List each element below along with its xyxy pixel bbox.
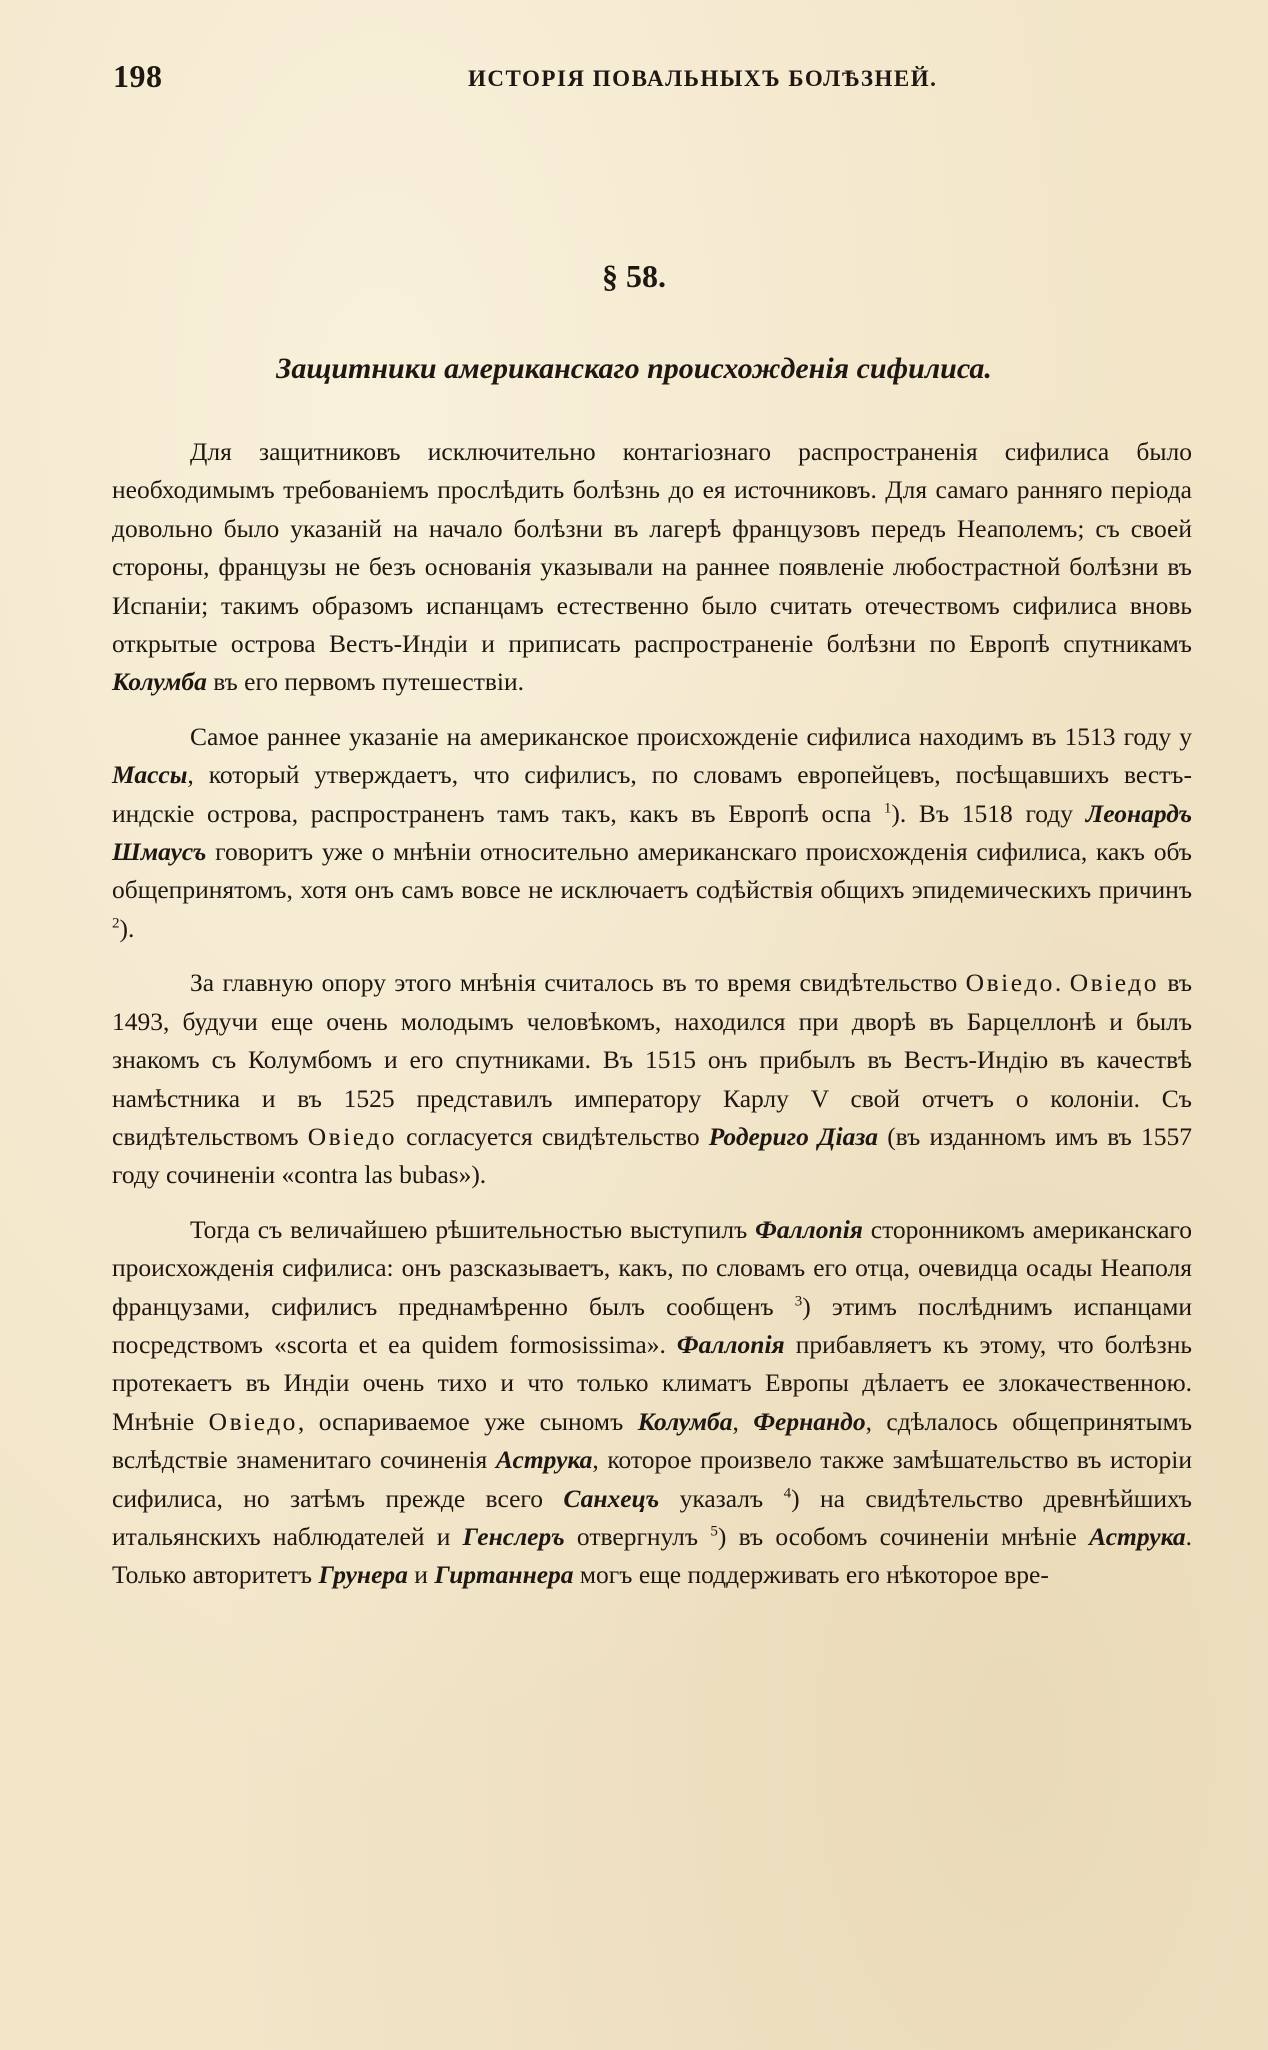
person-name: Аструка	[1089, 1521, 1186, 1551]
person-name: Генслеръ	[462, 1521, 565, 1551]
person-name: Колумба	[637, 1406, 733, 1436]
person-name: Санхецъ	[563, 1483, 660, 1513]
person-name: Родериго Діаза	[708, 1121, 879, 1151]
paragraph-4	[112, 1211, 1192, 1595]
text-run: ) на свидѣтельство древнѣйшихъ итальянскихъ наблюдателей и	[112, 1483, 1192, 1551]
text-run: ) въ особомъ сочиненіи мнѣніе	[717, 1521, 1090, 1551]
text-run: ) этимъ послѣднимъ испанцами посредствомъ «scorta et ea quidem formosissima».	[112, 1291, 1192, 1359]
footnote-ref: 2	[112, 915, 120, 932]
person-name: Колумба	[112, 667, 207, 697]
person-name: Леонардъ Шмаусъ	[112, 798, 1193, 867]
paragraph-1	[112, 433, 1192, 702]
text-run: Для защитниковъ исключительно контагіознаго распространенія сифилиса было необходимымъ требованіемъ прослѣдить болѣзнь до ея источниковъ. Для самаго ранняго періода довольно было указаній на начало болѣзни въ лагерѣ французовъ передъ Неаполемъ; съ своей стороны, французы не безъ основанія указывали на раннее появленіе любострастной болѣзни въ Испаніи; такимъ образомъ испанцамъ естественно было считать отечествомъ сифилиса вновь открытые острова Вестъ-Индіи и приписать распространеніе болѣзни по Европѣ спутникамъ	[112, 437, 1192, 659]
body-text	[112, 433, 1192, 1611]
text-run: ). Въ 1518 году	[891, 798, 1086, 828]
person-name: Фаллопія	[755, 1214, 863, 1244]
section-title: Защитники американскаго происхожденія сифилиса.	[276, 352, 992, 385]
text-run: , который утверждаетъ, что сифилисъ, по словамъ европейцевъ, посѣщавшихъ вестъ-индскіе острова, распространенъ тамъ такъ, какъ въ Европѣ оспа	[112, 760, 1192, 828]
person-name: Аструка	[495, 1445, 593, 1475]
page-header	[113, 58, 1213, 108]
running-title: ИСТОРІЯ ПОВАЛЬНЫХЪ БОЛѢЗНЕЙ.	[468, 66, 938, 91]
text-run: , которое произвело также замѣшательство въ исторіи сифилиса, но затѣмъ прежде всего	[112, 1445, 1192, 1513]
paragraph-3	[112, 964, 1192, 1194]
text-run: указалъ	[659, 1483, 784, 1513]
footnote-ref: 3	[794, 1293, 803, 1310]
text-run: сторонникомъ американскаго происхожденія сифилиса: онъ разсказываетъ, какъ, по словамъ его отца, очевидца осады Неаполя французами, сифилисъ преднамѣренно былъ сообщенъ	[112, 1214, 1192, 1321]
person-name: Фернандо	[753, 1406, 866, 1436]
text-run: Тогда съ величайшею рѣшительностью выступилъ	[190, 1214, 756, 1244]
text-run: въ его первомъ путешествіи.	[206, 667, 525, 697]
text-run: (въ изданномъ имъ въ 1557 году сочиненіи «contra las bubas»).	[112, 1121, 1192, 1190]
section-number: § 58.	[602, 258, 666, 294]
page-number: 198	[113, 58, 163, 94]
person-name: Фаллопія	[676, 1329, 785, 1359]
text-run: ).	[119, 913, 135, 943]
text-run: , сдѣлалось общепринятымъ вслѣдствіе знаменитаго сочиненія	[112, 1406, 1193, 1475]
text-run: отвергнулъ	[564, 1521, 711, 1551]
text-run: За главную опору этого мнѣнія считалось въ то время свидѣтельство	[190, 968, 966, 998]
text-run: могъ еще поддерживать его нѣкоторое вре-	[573, 1560, 1049, 1590]
text-run: и	[407, 1560, 435, 1590]
person-name: Гиртаннера	[434, 1560, 574, 1590]
text-run: говоритъ уже о мнѣніи относительно американскаго происхожденія сифилиса, какъ объ общепринятомъ, хотя онъ самъ вовсе не исключаетъ содѣйствія общихъ эпидемическихъ причинъ	[112, 837, 1192, 905]
footnote-ref: 1	[883, 800, 892, 817]
paragraph-2	[112, 718, 1192, 948]
text-run: въ 1493, будучи еще очень молодымъ человѣкомъ, находился при дворѣ въ Барцеллонѣ и былъ знакомъ съ Колумбомъ и его спутниками. Въ 1515 онъ прибылъ въ Вестъ-Индію въ качествѣ намѣстника и въ 1525 представилъ императору Карлу V свой отчетъ о колоніи. Съ свидѣтельствомъ	[112, 968, 1192, 1151]
text-run: , оспариваемое уже сыномъ	[297, 1406, 638, 1436]
person-name: Массы	[112, 760, 188, 790]
footnote-ref: 5	[710, 1523, 718, 1540]
text-run: Самое раннее указаніе на американское происхожденіе сифилиса находимъ въ 1513 году у	[190, 721, 1192, 751]
person-name: Грунера	[318, 1560, 408, 1590]
spaced-name: Овіедо	[307, 1121, 397, 1151]
text-run: ,	[732, 1406, 754, 1436]
spaced-name: Овіедо	[1069, 968, 1159, 998]
spaced-name: Овіедо	[208, 1406, 298, 1436]
text-run: прибавляетъ къ этому, что болѣзнь протекаетъ въ Индіи очень тихо и что только климатъ Европы дѣлаетъ ее злокачественною. Мнѣніе	[112, 1329, 1192, 1436]
text-run: . Только авторитетъ	[112, 1521, 1192, 1590]
text-run: согласуется свидѣтельство	[397, 1121, 709, 1151]
spaced-name: Овіедо	[965, 968, 1055, 998]
footnote-ref: 4	[783, 1485, 792, 1502]
text-run: .	[1054, 968, 1070, 998]
